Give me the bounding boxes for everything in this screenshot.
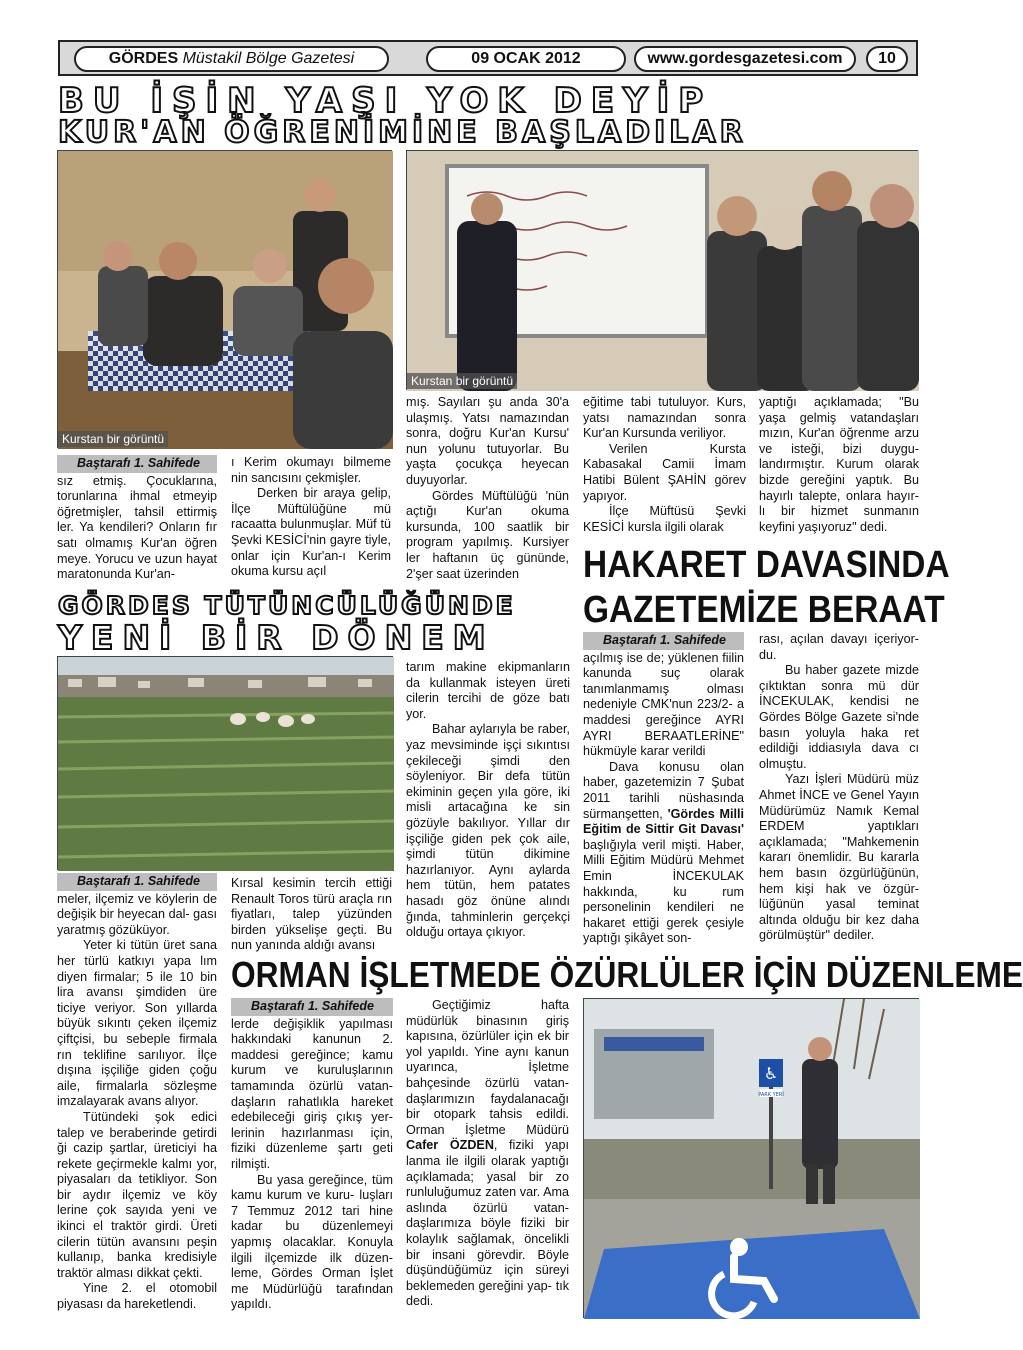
paragraph: Yazı İşleri Müdürü müz Ahmet İNCE ve Genel Yayın Müdürümüz Namık Kemal ERDEM yaptıkları açıklamada; "Mahkemenin kararı önemlidir. Bu kararla hem basın özgürlüğünün, hem kişi hak ve özgür- lüğünün yasal teminat altında olduğu bir kez daha görülmüştür" dediler. [759,772,919,943]
continued-kicker: Baştarafı 1. Sahifede [57,455,217,473]
acquittal-col-1 [583,632,744,950]
paragraph [583,760,744,947]
paragraph: tarım makine ekipmanların da kullanmak isteyen üreti cilerin tercihi de göze batı yor. [406,660,570,721]
quran-col-2 [231,455,391,585]
tobacco-col-2 [231,876,392,951]
quran-col-1 [57,455,217,585]
paragraph: lerde değişiklik yapılması hakkındaki kanunun 2. maddesi gereğince; kamu kurum ve kuruluşlarının tamamında özürlü vatan- daşların rahatlıkla hareket edebileceği giriş çıkış yer- lerinin hazırlanması için, fiziki düzenleme şartı geti rilmişti. [231,1016,393,1171]
continued-kicker: Baştarafı 1. Sahifede [57,873,217,891]
forestry-col-1 [231,998,393,1318]
paragraph: sız etmiş. Çocuklarına, torunlarına ihmal etmeyip öğretmişler, tahsil ettirmiş ler. Ya kendileri? Onların fır satı olmamış Kur'an öğren meye. Yorucu ve uzun hayat maratonunda Kur'an- [57,473,217,582]
text-run: Dava konusu olan haber, gazetemizin 7 Şubat 2011 tarihli nüshasında sürmanşetten, [583,759,744,821]
paragraph: Yeter ki tütün üret sana her türlü katkıyı yapa lım diyen firmalar; 5 ile 10 bin lira avansı şimdiden üre ticiye veriyor. Son yıllarda büyük sıkıntı çeken ilçemiz çiftçisi, bu sebeple firmala rın teklifine sarılıyor. İlçe dışına işçiliğe giden çoğu aile, firmalarla sözleşme imzalayarak avans alıyor. [57,938,217,1109]
page-number: 10 [866,46,908,72]
paragraph: ı Kerim okumayı bilmeme nin sancısını çekmişler. [231,455,391,485]
issue-date: 09 OCAK 2012 [426,46,626,72]
paragraph: Bu haber gazete mizde çıktıktan sonra mü dür İNCEKULAK, kendisi ne Gördes Bölge Gazete si'nde basın yoluyla haka ret edildiği iddiasıyla dava cı olmuştu. [759,663,919,771]
tobacco-field-photo [57,656,393,870]
continued-kicker: Baştarafı 1. Sahifede [231,998,393,1016]
paragraph: Tütündeki şok edici talep ve beraberinde getirdi ği cazip şartlar, üreticiyi ha rekete geçirmekle kalmı yor, piyasaları da tetikliyor. Son bir aydır ilçemiz ve köy lerine çok sayıda yeni ve ikinci el traktör girdi. Üreti cilerin tütün avansını peşin kullanıp, banka kredisiyle traktör alması dikkat çekti. [57,1109,217,1280]
sign-text: PARK YERİ [758,1092,784,1098]
whiteboard-photo [406,150,918,390]
paragraph [406,998,569,1310]
acquittal-col-2 [759,632,919,950]
quoted-headline: 'Gördes Milli Eğitim de Sittir Git Davası' [583,806,744,837]
paragraph: İlçe Müftüsü Şevki KESİCİ kursla ilgili olarak [583,504,746,534]
quran-class-photo [57,150,392,448]
paragraph: Derken bir araya gelip, İlçe Müftülüğüne mü racaatta bulunmuşlar. Müf tü Şevki KESİCİ'nin gayre tiyle, onlar için Kur'an-ı Kerim okuma kursu açıl [231,486,391,579]
paragraph: Yine 2. el otomobil piyasası da hareketlendi. [57,1281,217,1312]
quran-col-3 [406,395,569,587]
paragraph: Bahar aylarıyla be raber, yaz mevsiminde işçi sıkıntısı çekileceği şimdi den söyleniyor. Bir defa tütün ekiminin geçen yıla göre, iki misli artacağına ke sin gözüyle bakılıyor. Yıllar dır işçiliğe giden pek çok aile, şimdi tütün dikimine hazırlanıyor. Aynı aylarda hem tütün, hem patates hasadı göz önüne alındı ğında, tahminlerin gerçekçi olduğu ortaya çıkıyor. [406,722,570,940]
tobacco-headline-line1: GÖRDES TÜTÜNCÜLÜĞÜNDE [58,591,516,620]
paragraph: Gördes Müftülüğü 'nün açtığı Kur'an okuma kursunda, 100 saatlik bir program yapılmış. Kursiyer ler haftanın üç gününde, 2'şer saat üzerinden [406,488,569,581]
acquittal-headline-line2: GAZETEMİZE BERAAT [583,589,945,631]
paragraph: Bu yasa gereğince, tüm kamu kurum ve kuru- luşları 7 Temmuz 2012 tari hine kadar bu düzenlemeyi yapmış olacaklar. Konuyla ilgili ilçemizde ilk düzen- leme, Gördes Orman İşlet me Müdürlüğü tarafından yapıldı. [231,1172,393,1312]
photo-caption: Kurstan bir görüntü [407,373,517,389]
quran-col-4 [583,395,746,540]
text-run: başlığıyla veril mişti. Haber, Milli Eğitim Müdürü Mehmet Emin İNCEKULAK hakkında, ku rum personelinin kendileri ne hakaret ettiği gerek çesiyle yaptığı şikâyet son- [583,837,744,946]
text-run: Geçtiğimiz hafta müdürlük binasının giriş kapısına, özürlüler için ek bir yol yapıldı. Yine aynı kanun uyarınca, İşletme bahçesinde özürlü vatan- daşlarımızın faydalanacağı bir otopark tahsis edildi. Orman İşletme Müdürü [406,998,569,1137]
paragraph: rası, açılan davayı içeriyor- du. [759,632,919,662]
quran-headline-line1: BU İŞİN YAŞI YOK DEYİP [58,81,713,121]
paragraph: açılmış ise de; yüklenen fiilin kanunda suç olarak tanımlanmamış olması nedeniyle CMK'nun 223/2- a maddesi gereğince AYRI AYRI BERAATLERİNE" hükmüyle karar verildi [583,650,744,759]
forestry-col-2 [406,998,569,1318]
manager-name: Cafer ÖZDEN [406,1138,494,1153]
masthead [58,40,918,76]
tobacco-col-3 [406,660,570,950]
tobacco-headline-line2: YENİ BİR DÖNEM [58,618,495,657]
svg-text:♿: ♿ [763,1064,779,1083]
paragraph: Verilen Kursta Kabasakal Camii İmam Hatibi Bülent ŞAHİN görev yapıyor. [583,441,746,503]
paragraph: eğitime tabi tutuluyor. Kurs, yatsı namazından sonra Kur'an Kursunda veriliyor. [583,395,746,441]
forestry-headline: ORMAN İŞLETMEDE ÖZÜRLÜLER İÇİN DÜZENLEME [231,954,1023,995]
paragraph: Kırsal kesimin tercih ettiği Renault Toros türü araçla rın fiyatları, talep yüzünden birden yükselişe geçti. Bu nun yanında aldığı avansı [231,876,392,953]
disabled-parking-photo [583,998,919,1318]
paragraph: yaptığı açıklamada; "Bu yaşa gelmiş vatandaşları mızın, Kur'an öğrenme arzu ve isteği, bizi duygu- landırmıştır. Kurum olarak bizde gereğini yaptık. Bu hayırlı talepte, onlara hayır- lı bir hizmet sunmanın keyfini yaşıyoruz" dedi. [759,395,919,534]
website[interactable]: www.gordesgazetesi.com [634,46,856,72]
paper-name-pill [74,46,389,72]
tobacco-col-1 [57,873,217,1318]
paragraph: meler, ilçemiz ve köylerin de değişik bir heyecan dal- gası yaratmış gözüküyor. [57,891,217,937]
paper-name: GÖRDES [108,50,179,67]
photo-caption: Kurstan bir görüntü [58,431,168,447]
quran-col-5 [759,395,919,540]
acquittal-headline-line1: HAKARET DAVASINDA [583,544,950,586]
continued-kicker: Baştarafı 1. Sahifede [583,632,744,650]
paper-subtitle: Müstakil Bölge Gazetesi [182,50,355,67]
quran-headline-line2: KUR'AN ÖĞRENİMİNE BAŞLADILAR [58,115,747,150]
text-run: , fiziki yapı lanma ile ilgili olarak yaptığı açıklamada; yasal bir zo runluluğumuz zaten var. Ama aslında özürlü vatan- daşlarımıza böyle fiziki bir kolaylık sağlamak, öncelikli bir insani görevdir. Böyle düşündüğümüz için süreyi beklemeden gereğini yap- tık dedi. [406,1138,569,1309]
paragraph: mış. Sayıları şu anda 30'a ulaşmış. Yatsı namazından sonra, doğru Kur'an Kursu' nun yolunu tutuyorlar. Bu yaşta çocukça heyecan duyuyorlar. [406,395,569,487]
